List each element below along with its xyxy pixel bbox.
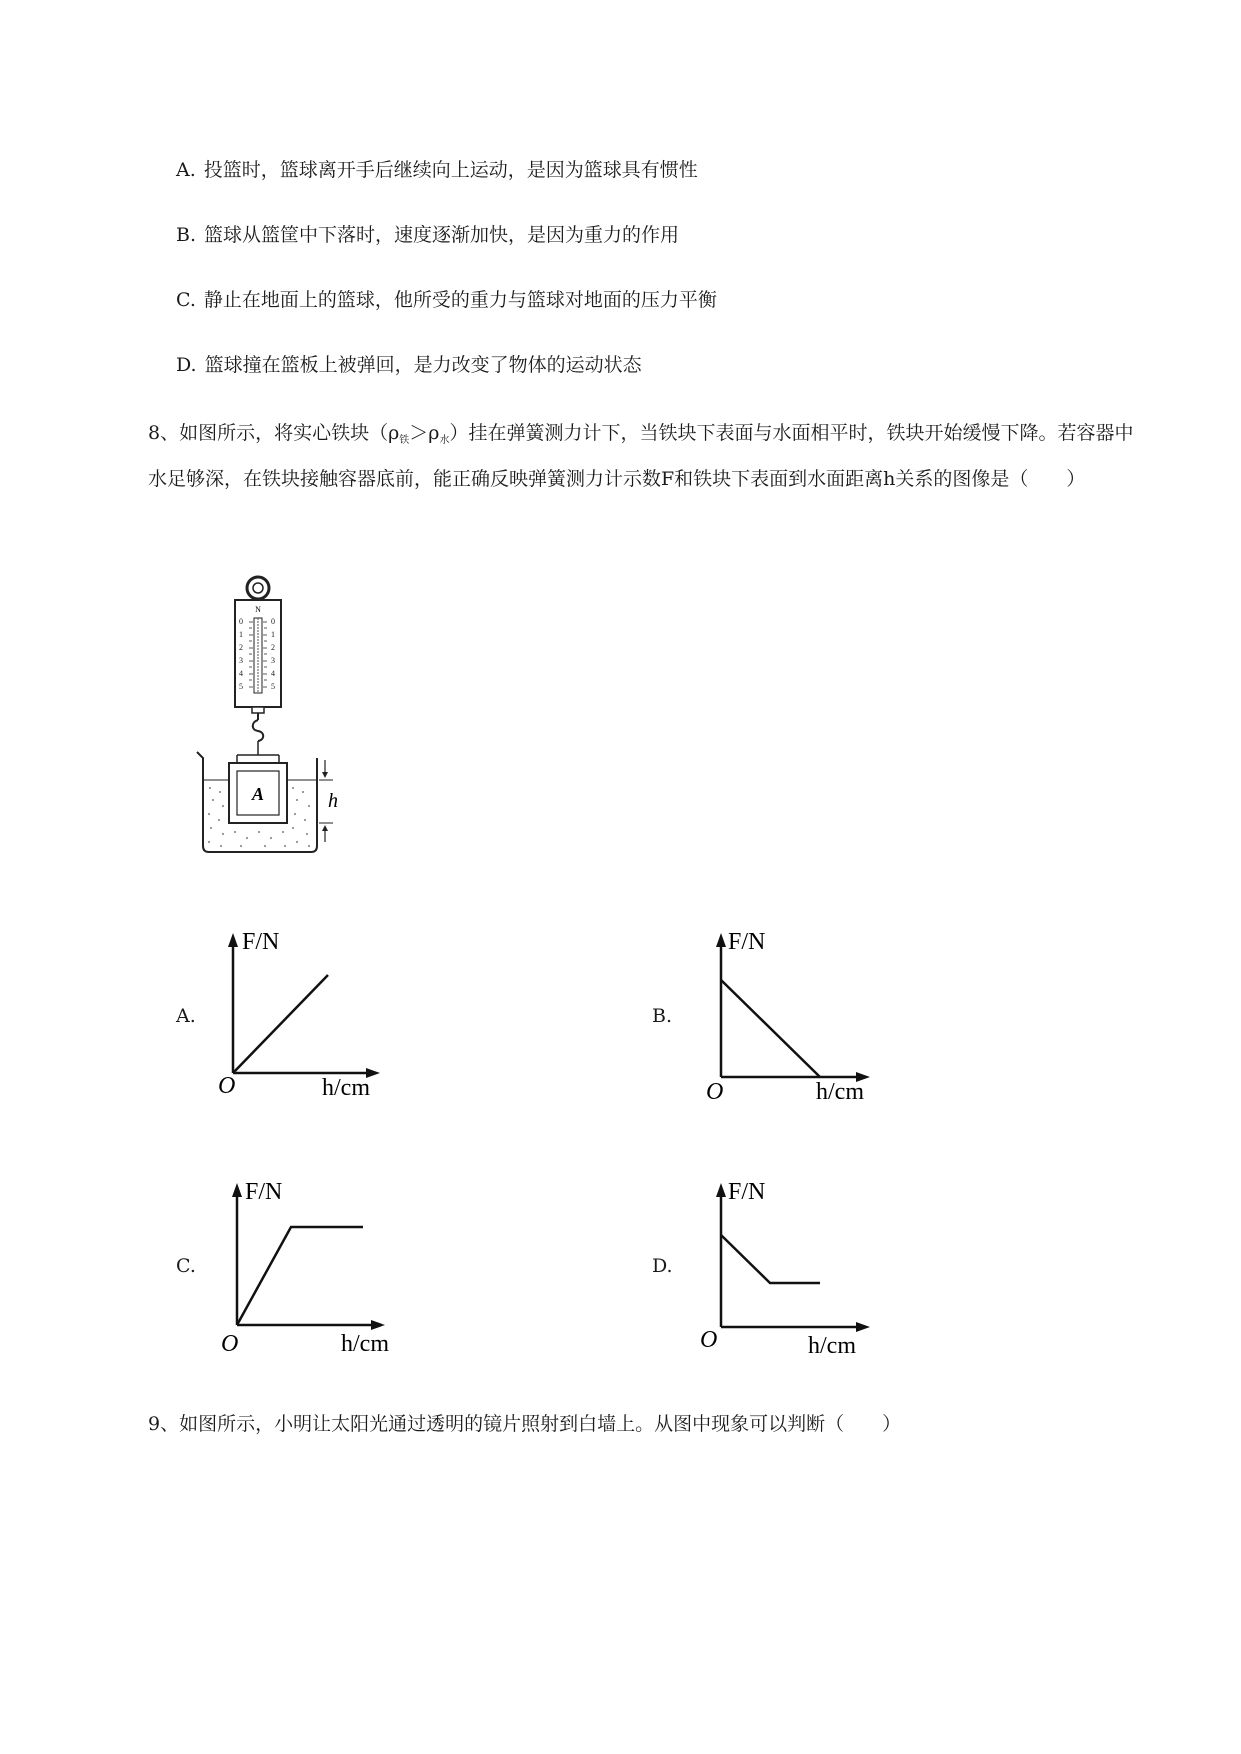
svg-text:3: 3 <box>239 656 243 665</box>
origin-label: O <box>706 1079 724 1105</box>
choice-b-label: B. <box>652 1005 673 1027</box>
origin-label: O <box>700 1327 718 1353</box>
y-axis-label: F/N <box>245 1179 283 1205</box>
svg-text:0: 0 <box>271 617 275 626</box>
svg-text:0: 0 <box>239 617 243 626</box>
q8-question-text: 8、如图所示，将实心铁块$(\rho_铁>\rho_水)$挂在弹簧测力计下，当铁块下表面与水面相平时，铁块开始缓慢下降。若容器中水足够深，在铁块接触容器底前，能正确反映弹簧测力计示数F和铁块下表面到水面距离h关系的图像是（ ） <box>148 422 1134 490</box>
q7-option-c: C. 静止在地面上的篮球，他所受的重力与篮球对地面的压力平衡 <box>176 289 717 311</box>
q7-option-a: A. 投篮时，篮球离开手后继续向上运动，是因为篮球具有惯性 <box>176 159 698 181</box>
svg-text:1: 1 <box>239 630 243 639</box>
x-axis-label: h/cm <box>808 1333 856 1355</box>
graph-line <box>721 980 820 1077</box>
svg-text:2: 2 <box>271 643 275 652</box>
spring-scale-figure <box>195 570 355 860</box>
y-axis-label: F/N <box>728 1179 766 1205</box>
q9-question-text: 9、如图所示，小明让太阳光通过透明的镜片照射到白墙上。从图中现象可以判断（ ） <box>148 1413 902 1435</box>
choice-b-graph <box>700 925 900 1105</box>
svg-text:5: 5 <box>239 682 243 691</box>
choice-d-graph <box>700 1175 900 1355</box>
svg-text:4: 4 <box>239 669 243 678</box>
h-label: h <box>328 790 338 812</box>
graph-line <box>233 975 328 1073</box>
scale-unit-label: N <box>255 605 261 614</box>
svg-text:2: 2 <box>239 643 243 652</box>
choice-d-label: D. <box>652 1255 673 1277</box>
x-axis-label: h/cm <box>322 1075 370 1101</box>
graph-line <box>721 1235 820 1283</box>
q7-option-d: D. 篮球撞在篮板上被弹回，是力改变了物体的运动状态 <box>176 354 642 376</box>
origin-label: O <box>218 1073 236 1099</box>
origin-label: O <box>221 1331 239 1355</box>
svg-text:5: 5 <box>271 682 275 691</box>
svg-text:3: 3 <box>271 656 275 665</box>
choice-c-label: C. <box>176 1255 196 1277</box>
svg-text:4: 4 <box>271 669 275 678</box>
y-axis-label: F/N <box>242 929 280 955</box>
block-label: A <box>251 784 265 804</box>
choice-c-graph <box>215 1175 415 1355</box>
graph-line <box>237 1227 363 1325</box>
y-axis-label: F/N <box>728 929 766 955</box>
x-axis-label: h/cm <box>341 1331 389 1355</box>
x-axis-label: h/cm <box>816 1079 864 1105</box>
choice-a-label: A. <box>176 1005 196 1027</box>
svg-text:1: 1 <box>271 630 275 639</box>
q7-option-b: B. 篮球从篮筐中下落时，速度逐渐加快，是因为重力的作用 <box>176 224 680 246</box>
choice-a-graph <box>210 925 410 1105</box>
